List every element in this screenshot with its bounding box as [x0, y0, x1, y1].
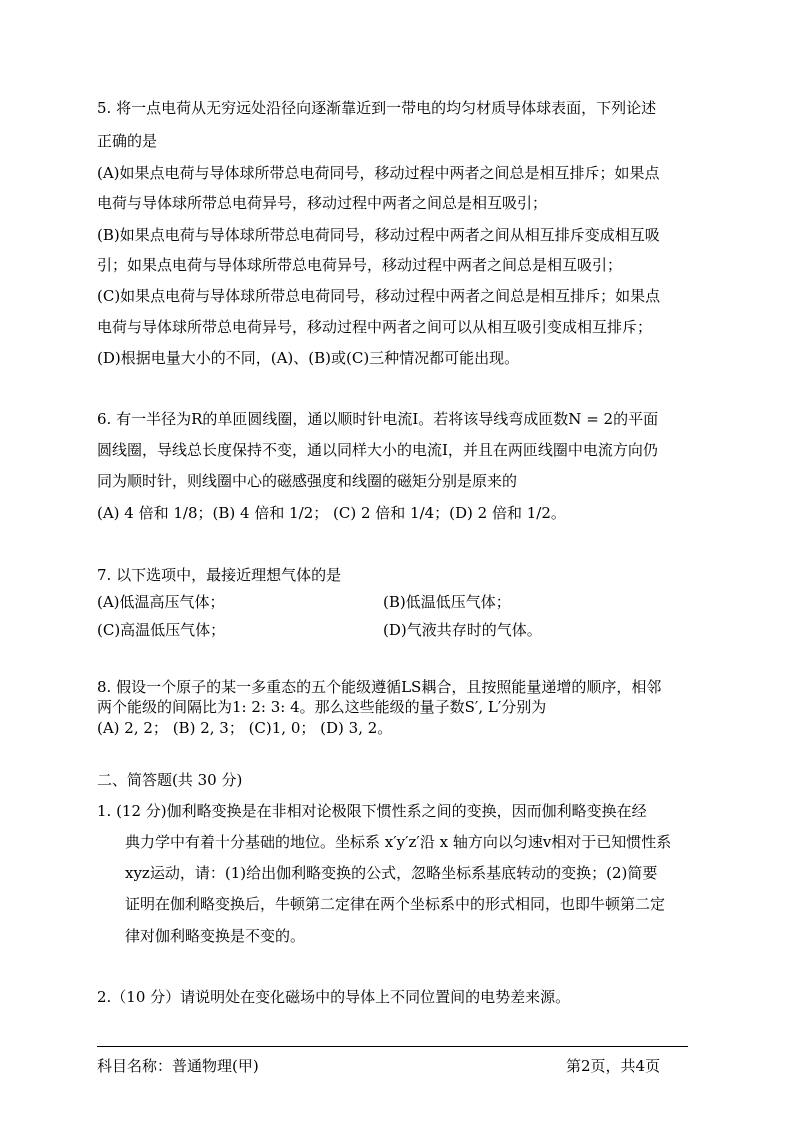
- q5-option-a-line-1: (A)如果点电荷与导体球所带总电荷同号，移动过程中两者之间总是相互排斥；如果点: [97, 164, 660, 182]
- section-title: 二、简答题(共 30 分): [97, 771, 243, 789]
- q5-option-b-line-2: 引；如果点电荷与导体球所带总电荷异号，移动过程中两者之间总是相互吸引；: [97, 256, 623, 274]
- q8-stem-line-1: 8. 假设一个原子的某一多重态的五个能级遵循LS耦合，且按照能量递增的顺序，相邻: [97, 678, 662, 696]
- footer-page-number: 第2页，共4页: [566, 1057, 661, 1075]
- footer-subject: 科目名称：普通物理(甲): [97, 1057, 259, 1075]
- s2-q1-line-2: 典力学中有着十分基础的地位。坐标系 x′y′z′沿 x 轴方向以匀速v相对于已知惯性系: [125, 833, 672, 851]
- q7-option-c: (C)高温低压气体；: [97, 621, 226, 639]
- q6-stem-line-1: 6. 有一半径为R的单匝圆线圈，通以顺时针电流I。若将该导线弯成匝数N = 2的平面: [97, 410, 659, 428]
- q7-option-d: (D)气液共存时的气体。: [383, 621, 542, 639]
- s2-q2-line-1: 2.（10 分）请说明处在变化磁场中的导体上不同位置间的电势差来源。: [97, 988, 571, 1006]
- q5-stem-line-1: 5. 将一点电荷从无穷远处沿径向逐渐靠近到一带电的均匀材质导体球表面，下列论述: [97, 99, 657, 117]
- q6-options: (A) 4 倍和 1/8；(B) 4 倍和 1/2； (C) 2 倍和 1/4；(D) 2 倍和 1/2。: [97, 504, 566, 522]
- q8-options: (A) 2, 2； (B) 2, 3； (C)1, 0； (D) 3, 2。: [97, 719, 393, 737]
- q7-option-b: (B)低温低压气体；: [383, 593, 511, 611]
- s2-q1-line-1: 1. (12 分)伽利略变换是在非相对论极限下惯性系之间的变换，因而伽利略变换在经: [97, 802, 647, 820]
- s2-q1-line-4: 证明在伽利略变换后，牛顿第二定律在两个坐标系中的形式相同，也即牛顿第二定: [125, 895, 666, 913]
- q6-stem-line-2: 圆线圈，导线总长度保持不变，通以同样大小的电流I，并且在两匝线圈中电流方向仍: [97, 441, 658, 459]
- q8-stem-line-2: 两个能级的间隔比为1: 2: 3: 4。那么这些能级的量子数S′, L′分别为: [97, 698, 547, 716]
- q5-option-a-line-2: 电荷与导体球所带总电荷异号，移动过程中两者之间总是相互吸引；: [97, 194, 548, 212]
- footer-divider: [97, 1046, 688, 1047]
- q5-option-c-line-2: 电荷与导体球所带总电荷异号，移动过程中两者之间可以从相互吸引变成相互排斥；: [97, 318, 653, 336]
- s2-q1-line-3: xyz运动，请：(1)给出伽利略变换的公式，忽略坐标系基底转动的变换；(2)简要: [125, 864, 658, 882]
- s2-q1-line-5: 律对伽利略变换是不变的。: [125, 927, 306, 945]
- q6-stem-line-3: 同为顺时针，则线圈中心的磁感强度和线圈的磁矩分别是原来的: [97, 472, 518, 490]
- q5-stem-line-2: 正确的是: [97, 132, 158, 150]
- q5-option-b-line-1: (B)如果点电荷与导体球所带总电荷同号，移动过程中两者之间从相互排斥变成相互吸: [97, 226, 660, 244]
- q5-option-d: (D)根据电量大小的不同，(A)、(B)或(C)三种情况都可能出现。: [97, 349, 520, 367]
- q7-stem: 7. 以下选项中，最接近理想气体的是: [97, 566, 342, 584]
- q7-option-a: (A)低温高压气体；: [97, 593, 225, 611]
- q5-option-c-line-1: (C)如果点电荷与导体球所带总电荷同号，移动过程中两者之间总是相互排斥；如果点: [97, 287, 661, 305]
